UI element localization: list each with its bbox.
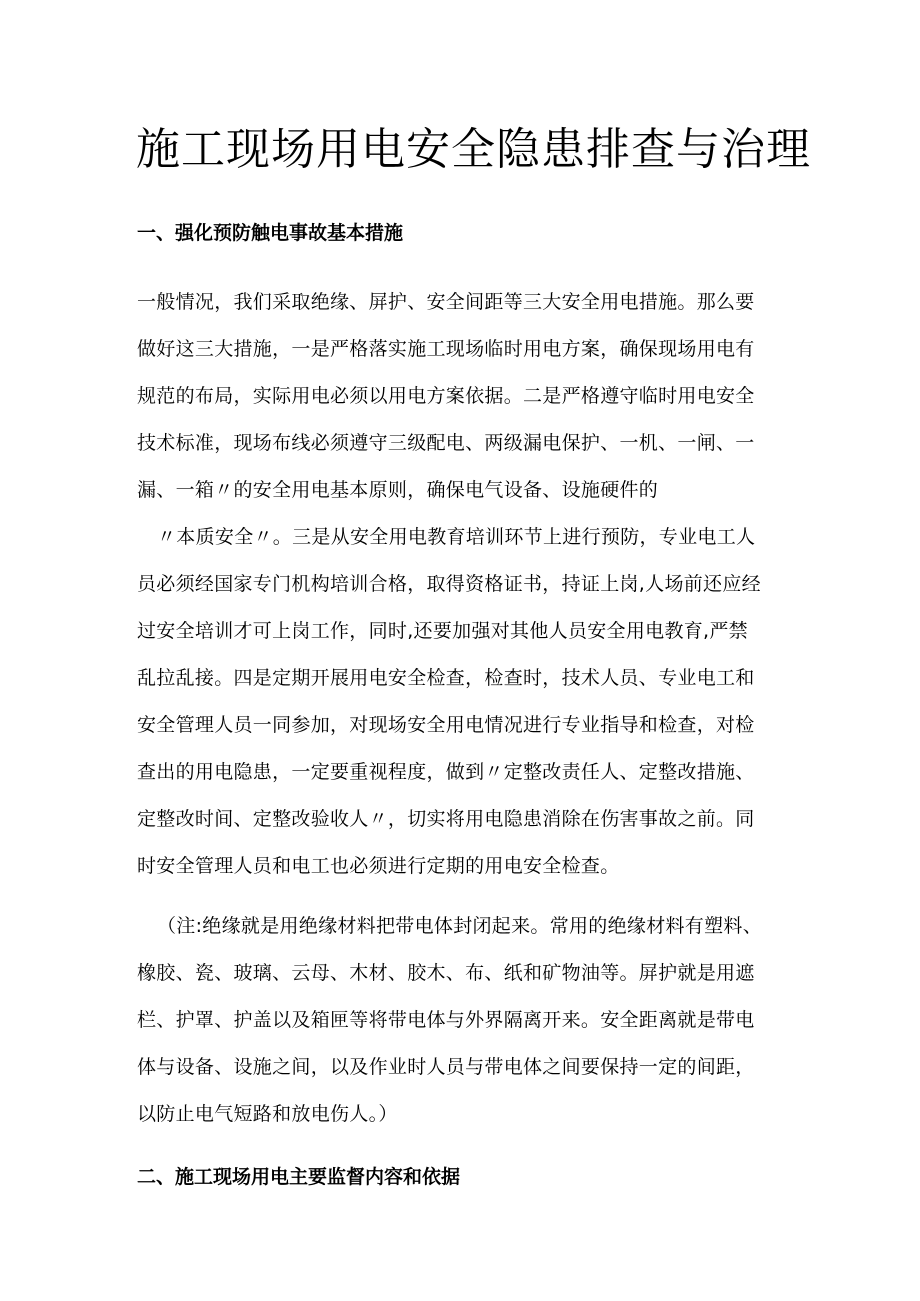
paragraph-line: 时安全管理人员和电工也必须进行定期的用电安全检查。 xyxy=(137,855,620,877)
section-heading-2: 二、施工现场用电主要监督内容和依据 xyxy=(137,1166,461,1188)
paragraph-line: 技术标准，现场布线必须遵守三级配电、两级漏电保护、一机、一闸、一 xyxy=(137,432,755,454)
paragraph-line: 定整改时间、定整改验收人〃，切实将用电隐患消除在伤害事故之前。同 xyxy=(137,808,755,830)
paragraph-line: 漏、一箱〃的安全用电基本原则，确保电气设备、设施硬件的 xyxy=(137,479,659,501)
document-title: 施工现场用电安全隐患排查与治理 xyxy=(136,124,811,175)
paragraph-line: 乱拉乱接。四是定期开展用电安全检查，检查时，技术人员、专业电工和 xyxy=(137,667,755,689)
paragraph-line: 规范的布局，实际用电必须以用电方案依据。二是严格遵守临时用电安全 xyxy=(137,385,755,407)
section-heading-1: 一、强化预防触电事故基本措施 xyxy=(137,222,404,244)
paragraph-line: 查出的用电隐患，一定要重视程度，做到〃定整改责任人、定整改措施、 xyxy=(137,761,755,783)
paragraph-line: 〃本质安全〃。三是从安全用电教育培训环节上进行预防，专业电工人 xyxy=(157,526,756,548)
paragraph-line: 过安全培训才可上岗工作，同时,还要加强对其他人员安全用电教育,严禁 xyxy=(137,620,748,642)
paragraph-line: 做好这三大措施，一是严格落实施工现场临时用电方案，确保现场用电有 xyxy=(137,338,755,360)
paragraph-line: （注:绝缘就是用绝缘材料把带电体封闭起来。常用的绝缘材料有塑料、 xyxy=(157,915,763,937)
paragraph-line: 橡胶、瓷、玻璃、云母、木材、胶木、布、纸和矿物油等。屏护就是用遮 xyxy=(137,962,755,984)
paragraph-line: 员必须经国家专门机构培训合格，取得资格证书，持证上岗,人场前还应经 xyxy=(137,573,761,595)
paragraph-line: 以防止电气短路和放电伤人。） xyxy=(137,1103,398,1125)
paragraph-line: 体与设备、设施之间，以及作业时人员与带电体之间要保持一定的间距， xyxy=(137,1056,755,1078)
paragraph-line: 栏、护罩、护盖以及箱匣等将带电体与外界隔离开来。安全距离就是带电 xyxy=(137,1009,755,1031)
paragraph-note xyxy=(137,911,807,1146)
paragraph-line: 一般情况，我们采取绝缘、屏护、安全间距等三大安全用电措施。那么要 xyxy=(137,291,755,313)
paragraph-line: 安全管理人员一同参加，对现场安全用电情况进行专业指导和检查，对检 xyxy=(137,714,755,736)
paragraph-measures xyxy=(137,287,807,898)
